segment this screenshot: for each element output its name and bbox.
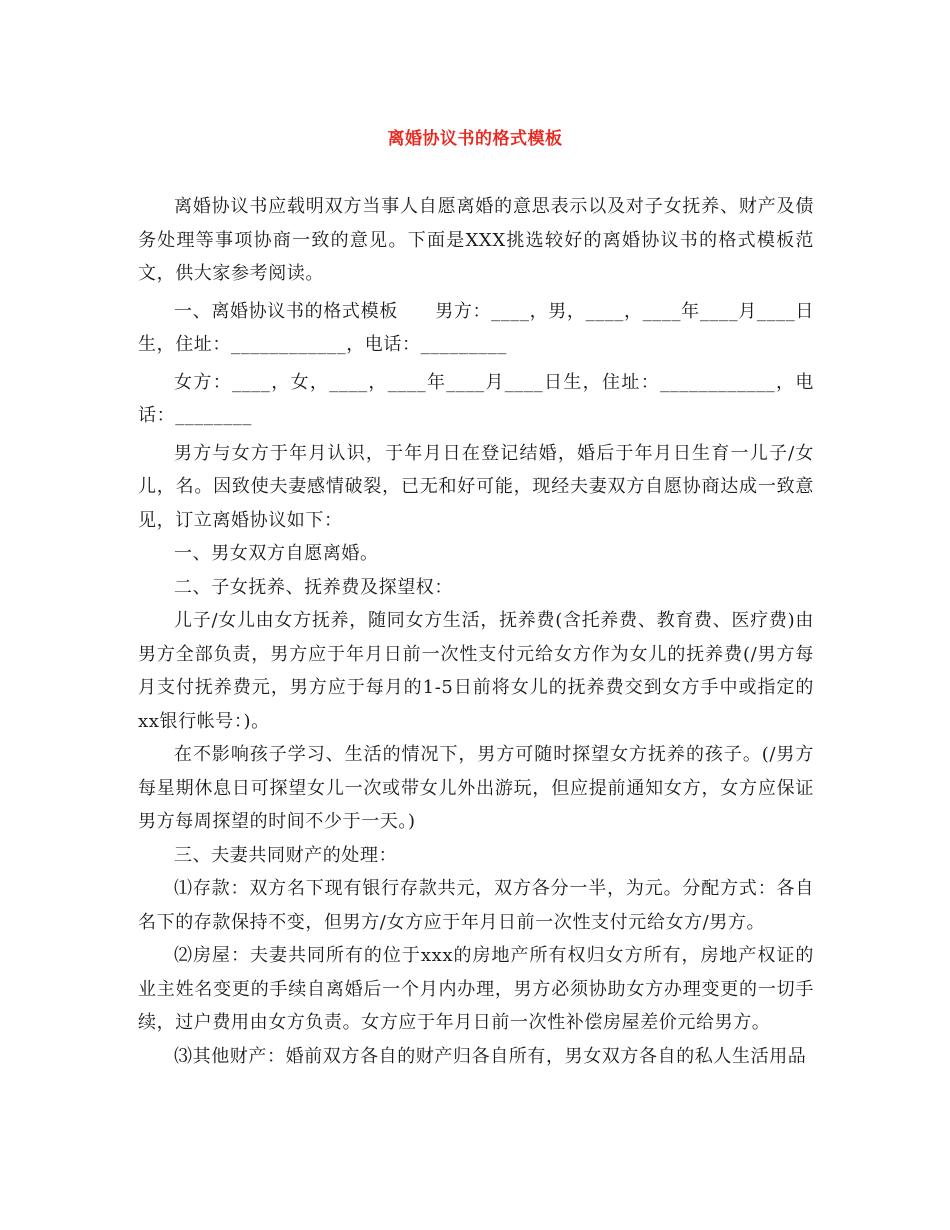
clause-3-heading: 三、夫妻共同财产的处理： — [174, 844, 398, 866]
clause-1-paragraph: 一、男女双方自愿离婚。 — [174, 543, 379, 564]
child-support-paragraph: 儿子/女儿由女方抚养，随同女方生活，抚养费(含托养费、教育费、医疗费)由男方全部负责，男方应于年月日前一次性支付元给女方作为女儿的抚养费(/男方每月支付抚养费元，男方应于每月的1-5日前将女儿的抚养费交到女方手中或指定的xx银行帐号：)。 — [138, 610, 814, 732]
background-paragraph: 男方与女方于年月认识，于年月日在登记结婚，婚后于年月日生育一儿子/女儿，名。因致使夫妻感情破裂，已无和好可能，现经夫妻双方自愿协商达成一致意见，订立离婚协议如下： — [138, 442, 814, 531]
clause-2-heading: 二、子女抚养、抚养费及探望权： — [174, 576, 453, 598]
other-property-paragraph: ⑶其他财产：婚前双方各自的财产归各自所有，男女双方各自的私人生活用品 — [174, 1045, 807, 1067]
template-heading-male-info: 一、离婚协议书的格式模板 男方：____，男，____，____年____月____日生，住址：____________，电话：_________ — [138, 300, 814, 355]
house-paragraph: ⑵房屋：夫妻共同所有的位于xxx的房地产所有权归女方所有，房地产权证的业主姓名变更的手续自离婚后一个月内办理，男方必须协助女方办理变更的一切手续，过户费用由女方负责。女方应于年月日前一次性补偿房屋差价元给男方。 — [138, 945, 814, 1033]
visitation-paragraph: 在不影响孩子学习、生活的情况下，男方可随时探望女方抚养的孩子。(/男方每星期休息日可探望女儿一次或带女儿外出游玩，但应提前通知女方，女方应保证男方每周探望的时间不少于一天。) — [138, 744, 814, 832]
document-body — [138, 190, 814, 1073]
female-info-paragraph: 女方：____，女，____，____年____月____日生，住址：____________，电话：________ — [138, 371, 814, 426]
intro-paragraph: 离婚协议书应载明双方当事人自愿离婚的意思表示以及对子女抚养、财产及债务处理等事项协商一致的意见。下面是XXX挑选较好的离婚协议书的格式模板范文，供大家参考阅读。 — [138, 196, 814, 284]
document-title: 离婚协议书的格式模板 — [387, 129, 563, 149]
savings-paragraph: ⑴存款：双方名下现有银行存款共元，双方各分一半，为元。分配方式：各自名下的存款保持不变，但男方/女方应于年月日前一次性支付元给女方/男方。 — [138, 878, 814, 933]
